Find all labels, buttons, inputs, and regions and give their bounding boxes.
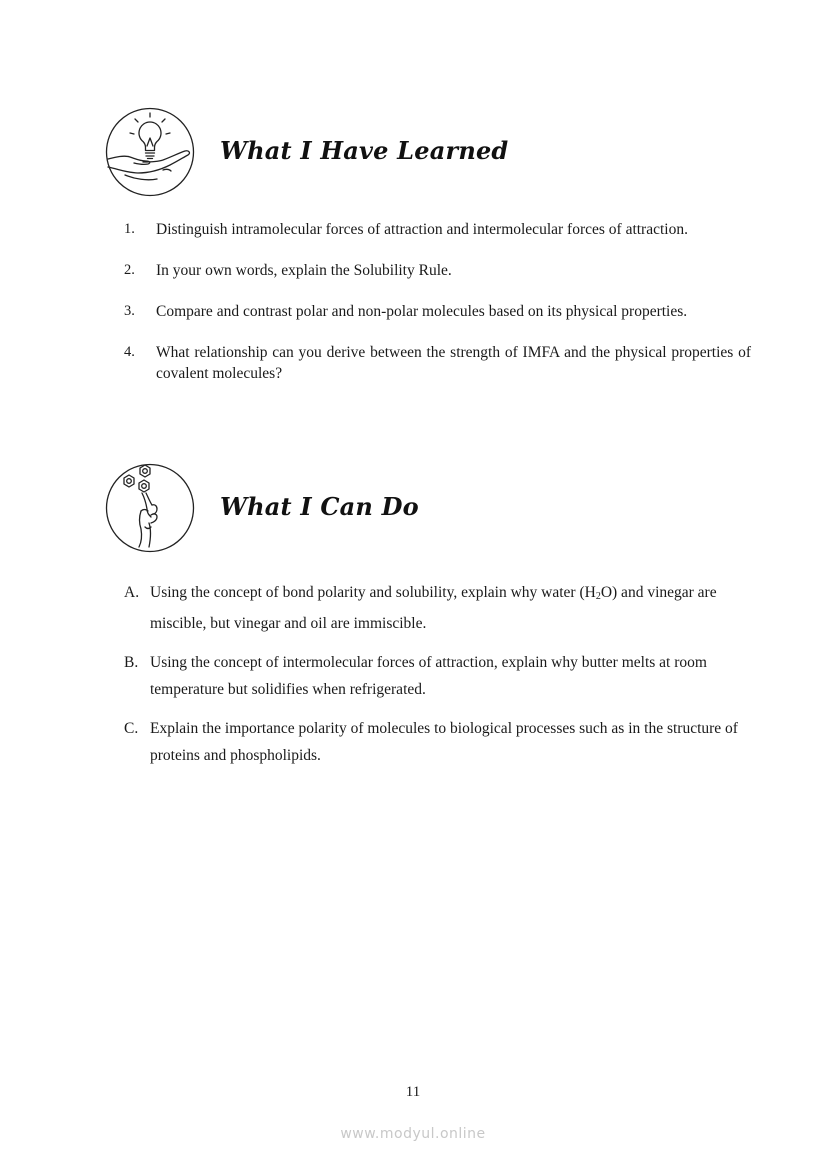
- item-text: Using the concept of intermolecular forces of attraction, explain why butter melts at room temperature but solidifies when refrigerated.: [150, 654, 707, 698]
- learned-question-list: [124, 219, 751, 404]
- page-number: 11: [405, 1084, 421, 1100]
- can-do-task-list: [124, 579, 751, 781]
- item-number: 1.: [124, 221, 135, 237]
- item-letter: C.: [124, 720, 139, 737]
- item-text-part: O) and vinegar are miscible, but vinegar and oil are immiscible.: [150, 584, 717, 632]
- item-text: Explain the importance polarity of molecules to biological processes such as in the structure of proteins and phospholipids.: [150, 720, 738, 764]
- item-text: What relationship can you derive between the strength of IMFA and the physical properties of covalent molecules?: [156, 344, 751, 382]
- item-number: 4.: [124, 344, 135, 360]
- lightbulb-hand-icon: [105, 107, 195, 197]
- item-letter: A.: [124, 584, 140, 601]
- item-text: Distinguish intramolecular forces of attraction and intermolecular forces of attraction.: [156, 221, 688, 238]
- watermark: www.modyul.online: [340, 1126, 486, 1142]
- item-text: [150, 579, 751, 637]
- hand-molecules-icon: [105, 463, 195, 553]
- section-title-learned: What I Have Learned: [220, 136, 509, 165]
- item-letter: B.: [124, 654, 139, 671]
- item-text: Compare and contrast polar and non-polar molecules based on its physical properties.: [156, 303, 688, 320]
- item-text: In your own words, explain the Solubility Rule.: [156, 262, 452, 279]
- list-item: [124, 649, 751, 703]
- subscript: 2: [595, 591, 601, 602]
- list-item: [124, 260, 751, 281]
- list-item: [124, 219, 751, 240]
- section-title-can-do: What I Can Do: [220, 492, 419, 521]
- list-item: [124, 579, 751, 637]
- list-item: [124, 342, 751, 384]
- item-text-part: Using the concept of bond polarity and solubility, explain why water (H: [150, 584, 596, 601]
- list-item: [124, 715, 751, 769]
- list-item: [124, 301, 751, 322]
- item-number: 2.: [124, 262, 135, 278]
- item-number: 3.: [124, 303, 135, 319]
